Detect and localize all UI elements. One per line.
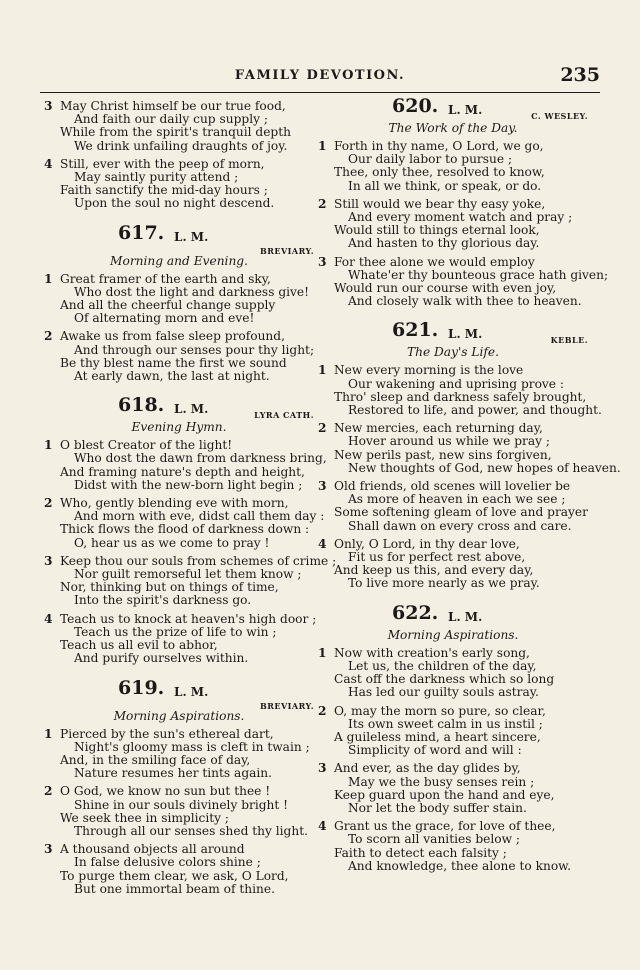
verse-line: Simplicity of word and will : bbox=[348, 743, 522, 758]
verse-line: Still, ever with the peep of morn, bbox=[60, 156, 265, 171]
verse-line: Shall dawn on every cross and care. bbox=[348, 518, 572, 533]
stanza-number: 3 bbox=[44, 553, 53, 568]
hymn-author: KEBLE. bbox=[550, 335, 588, 346]
verse-line: We drink unfailing draughts of joy. bbox=[74, 138, 288, 153]
verse-line: Grant us the grace, for love of thee, bbox=[334, 819, 556, 834]
verse-line: Forth in thy name, O Lord, we go, bbox=[334, 139, 544, 153]
verse-line: Keep thou our souls from schemes of crime ; bbox=[60, 553, 337, 568]
verse-line: A guileless mind, a heart sincere, bbox=[334, 729, 541, 744]
hymn-meter: L. M. bbox=[448, 609, 483, 624]
verse-line: Thro' sleep and darkness safely brought, bbox=[334, 389, 587, 404]
verse-line: Hover around us while we pray ; bbox=[348, 434, 550, 449]
verse-line: Awake us from false sleep profound, bbox=[60, 329, 285, 344]
hymn-heading bbox=[318, 319, 588, 346]
verse-line: Night's gloomy mass is cleft in twain ; bbox=[74, 739, 310, 754]
hymn-heading bbox=[44, 394, 314, 421]
verse-line: And ever, as the day glides by, bbox=[334, 761, 521, 776]
verse-line: Upon the soul no night descend. bbox=[74, 196, 275, 211]
verse-line: Keep guard upon the hand and eye, bbox=[334, 787, 555, 802]
verse-line: To scorn all vanities below ; bbox=[348, 832, 520, 847]
verse-line: O, may the morn so pure, so clear, bbox=[334, 703, 546, 718]
running-title: FAMILY DEVOTION. bbox=[234, 68, 406, 83]
verse-line: As more of heaven in each we see ; bbox=[348, 492, 566, 507]
stanza bbox=[318, 254, 609, 309]
verse-line: And purify ourselves within. bbox=[74, 651, 249, 666]
verse-line: Nor, thinking but on things of time, bbox=[60, 580, 279, 595]
hymn-number: 622. bbox=[392, 601, 439, 624]
verse-line: Of alternating morn and eve! bbox=[74, 311, 255, 326]
stanza-number: 3 bbox=[318, 479, 327, 494]
stanza-number: 1 bbox=[44, 438, 53, 453]
verse-line: Now with creation's early song, bbox=[334, 645, 530, 660]
hymn-author: C. WESLEY. bbox=[531, 111, 588, 121]
verse-line: And every moment watch and pray ; bbox=[348, 210, 573, 225]
stanza bbox=[44, 611, 317, 666]
hymn-number: 620. bbox=[392, 95, 439, 117]
verse-line: Still would we bear thy easy yoke, bbox=[334, 196, 546, 211]
stanza bbox=[318, 140, 588, 193]
hymn-author: BREVIARY. bbox=[259, 700, 314, 711]
verse-line: Fit us for perfect rest above, bbox=[348, 550, 526, 565]
header-rule bbox=[40, 92, 600, 93]
stanza-number: 1 bbox=[318, 645, 327, 660]
verse-line: Old friends, old scenes will lovelier be bbox=[334, 479, 571, 494]
stanza-number: 2 bbox=[44, 496, 53, 511]
verse-line: In all we think, or speak, or do. bbox=[348, 178, 542, 193]
verse-line: And, in the smiling face of day, bbox=[60, 752, 251, 767]
hymn-meter: L. M. bbox=[448, 327, 483, 342]
hymn-number: 621. bbox=[392, 319, 439, 342]
verse-line: And through our senses pour thy light; bbox=[74, 342, 315, 357]
verse-line: And knowledge, thee alone to know. bbox=[348, 858, 572, 873]
verse-line: Has led our guilty souls astray. bbox=[348, 685, 539, 700]
verse-line: For thee alone we would employ bbox=[334, 254, 535, 269]
verse-line: Pierced by the sun's ethereal dart, bbox=[60, 726, 274, 741]
stanza bbox=[318, 421, 621, 475]
stanza bbox=[44, 330, 314, 383]
verse-line: Through all our senses shed thy light. bbox=[74, 823, 308, 838]
stanza-number: 2 bbox=[318, 421, 327, 436]
hymn-heading bbox=[318, 95, 588, 122]
verse-line: And faith our daily cup supply ; bbox=[74, 112, 268, 127]
stanza-number: 3 bbox=[318, 761, 327, 776]
verse-line: At early dawn, the last at night. bbox=[74, 369, 270, 384]
verse-line: To live more nearly as we pray. bbox=[348, 576, 540, 591]
hymn-heading bbox=[44, 676, 314, 704]
verse-line: Thee, only thee, resolved to know, bbox=[334, 165, 545, 180]
verse-line: To purge them clear, we ask, O Lord, bbox=[60, 868, 289, 883]
verse-line: Who dost the dawn from darkness bring, bbox=[74, 451, 327, 466]
verse-line: And keep us this, and every day, bbox=[334, 563, 534, 578]
verse-line: And morn with eve, didst call them day : bbox=[74, 509, 325, 524]
hymn-meter: L. M. bbox=[174, 684, 209, 699]
verse-line: Faith sanctify the mid-day hours ; bbox=[60, 183, 268, 198]
stanza bbox=[44, 158, 314, 211]
verse-line: Shine in our souls divinely bright ! bbox=[74, 797, 289, 812]
stanza bbox=[318, 647, 588, 700]
verse-line: New mercies, each returning day, bbox=[334, 421, 543, 436]
verse-line: Let us, the children of the day, bbox=[348, 658, 537, 673]
verse-line: Teach us all evil to abhor, bbox=[60, 638, 218, 653]
verse-line: Only, O Lord, in thy dear love, bbox=[334, 536, 520, 551]
verse-line: Who dost the light and darkness give! bbox=[74, 284, 310, 299]
verse-line: In false delusive colors shine ; bbox=[74, 855, 261, 870]
stanza bbox=[318, 363, 602, 418]
stanza-number: 3 bbox=[44, 842, 53, 857]
verse-line: Whate'er thy bounteous grace hath given; bbox=[348, 267, 609, 282]
hymn-meter: L. M. bbox=[174, 229, 209, 244]
stanza bbox=[44, 785, 314, 838]
hymn-meter: L. M. bbox=[448, 103, 483, 117]
stanza bbox=[44, 843, 314, 896]
verse-line: O, hear us as we come to pray ! bbox=[74, 535, 270, 550]
verse-line: Our wakening and uprising prove : bbox=[348, 376, 564, 391]
stanza bbox=[44, 273, 314, 326]
stanza-number: 3 bbox=[318, 254, 327, 269]
stanza-number: 1 bbox=[318, 139, 327, 153]
hymn-number: 617. bbox=[118, 221, 165, 244]
verse-line: Be thy blest name the first we sound bbox=[60, 355, 287, 370]
hymn-number: 618. bbox=[118, 394, 165, 417]
verse-line: May Christ himself be our true food, bbox=[60, 99, 286, 113]
hymn-subtitle: Morning Aspirations. bbox=[113, 708, 245, 723]
stanza-number: 2 bbox=[318, 703, 327, 718]
verse-line: And hasten to thy glorious day. bbox=[348, 236, 540, 251]
verse-line: Who, gently blending eve with morn, bbox=[60, 496, 289, 511]
stanza-number: 1 bbox=[44, 726, 53, 741]
verse-line: Great framer of the earth and sky, bbox=[60, 271, 271, 286]
stanza bbox=[318, 538, 588, 591]
verse-line: Into the spirit's darkness go. bbox=[74, 593, 252, 608]
stanza-number: 1 bbox=[44, 271, 53, 286]
verse-line: Teach us the prize of life to win ; bbox=[74, 624, 277, 639]
verse-line: And framing nature's depth and height, bbox=[60, 464, 305, 479]
stanza bbox=[44, 496, 325, 550]
verse-line: Cast off the darkness which so long bbox=[334, 672, 555, 687]
stanza bbox=[44, 728, 314, 781]
verse-line: May saintly purity attend ; bbox=[74, 170, 239, 185]
right-column bbox=[318, 95, 621, 878]
hymn-heading bbox=[318, 601, 588, 629]
hymn-subtitle: The Work of the Day. bbox=[388, 121, 518, 135]
hymn-heading bbox=[44, 221, 314, 249]
stanza-number: 4 bbox=[44, 156, 53, 171]
hymn-subtitle: Morning Aspirations. bbox=[387, 627, 519, 642]
verse-line: Nature resumes her tints again. bbox=[74, 766, 273, 781]
stanza bbox=[318, 820, 588, 873]
stanza bbox=[44, 438, 327, 492]
stanza bbox=[44, 553, 337, 608]
verse-line: Nor let the body suffer stain. bbox=[348, 800, 527, 815]
hymn-author: BREVIARY. bbox=[259, 245, 314, 256]
page-number: 235 bbox=[560, 64, 600, 86]
hymn-subtitle: Morning and Evening. bbox=[110, 253, 248, 268]
verse-line: Some softening gleam of love and prayer bbox=[334, 505, 588, 520]
stanza-number: 2 bbox=[318, 196, 327, 211]
stanza bbox=[44, 100, 314, 153]
stanza bbox=[318, 762, 588, 815]
verse-line: New perils past, new sins forgiven, bbox=[334, 447, 552, 462]
verse-line: Would still to things eternal look, bbox=[334, 223, 540, 238]
stanza-number: 1 bbox=[318, 363, 327, 378]
stanza-number: 3 bbox=[44, 99, 53, 113]
hymn-subtitle: Evening Hymn. bbox=[131, 420, 227, 435]
stanza-number: 2 bbox=[44, 329, 53, 344]
verse-line: O blest Creator of the light! bbox=[60, 438, 233, 453]
verse-line: Thick flows the flood of darkness down : bbox=[60, 522, 310, 537]
stanza bbox=[318, 198, 588, 251]
verse-line: While from the spirit's tranquil depth bbox=[60, 125, 291, 140]
verse-line: Our daily labor to pursue ; bbox=[348, 152, 513, 167]
verse-line: Its own sweet calm in us instil ; bbox=[348, 716, 543, 731]
verse-line: Teach us to knock at heaven's high door ; bbox=[60, 611, 317, 626]
verse-line: New every morning is the love bbox=[334, 363, 524, 378]
stanza-number: 2 bbox=[44, 784, 53, 799]
hymn-subtitle: The Day's Life. bbox=[406, 345, 500, 360]
hymn-meter: L. M. bbox=[174, 402, 209, 417]
verse-line: Restored to life, and power, and thought. bbox=[348, 403, 602, 418]
verse-line: And closely walk with thee to heaven. bbox=[348, 294, 582, 309]
verse-line: May we the busy senses rein ; bbox=[348, 774, 535, 789]
stanza bbox=[318, 705, 588, 758]
stanza-number: 4 bbox=[44, 611, 53, 626]
verse-line: We seek thee in simplicity ; bbox=[60, 810, 230, 825]
verse-line: Faith to detect each falsity ; bbox=[334, 845, 507, 860]
verse-line: Nor guilt remorseful let them know ; bbox=[74, 567, 302, 582]
stanza bbox=[318, 480, 588, 533]
verse-line: New thoughts of God, new hopes of heaven. bbox=[348, 460, 621, 475]
stanza-number: 4 bbox=[318, 536, 327, 551]
verse-line: O God, we know no sun but thee ! bbox=[60, 784, 271, 799]
verse-line: But one immortal beam of thine. bbox=[74, 881, 275, 896]
verse-line: A thousand objects all around bbox=[60, 842, 245, 857]
verse-line: And all the cheerful change supply bbox=[60, 298, 276, 313]
stanza-number: 4 bbox=[318, 819, 327, 834]
verse-line: Would run our course with even joy, bbox=[334, 281, 557, 296]
verse-line: Didst with the new-born light begin ; bbox=[74, 477, 303, 492]
left-column bbox=[44, 99, 337, 901]
page-header bbox=[40, 66, 600, 88]
hymn-number: 619. bbox=[118, 676, 165, 699]
hymn-author: LYRA CATH. bbox=[254, 410, 314, 421]
